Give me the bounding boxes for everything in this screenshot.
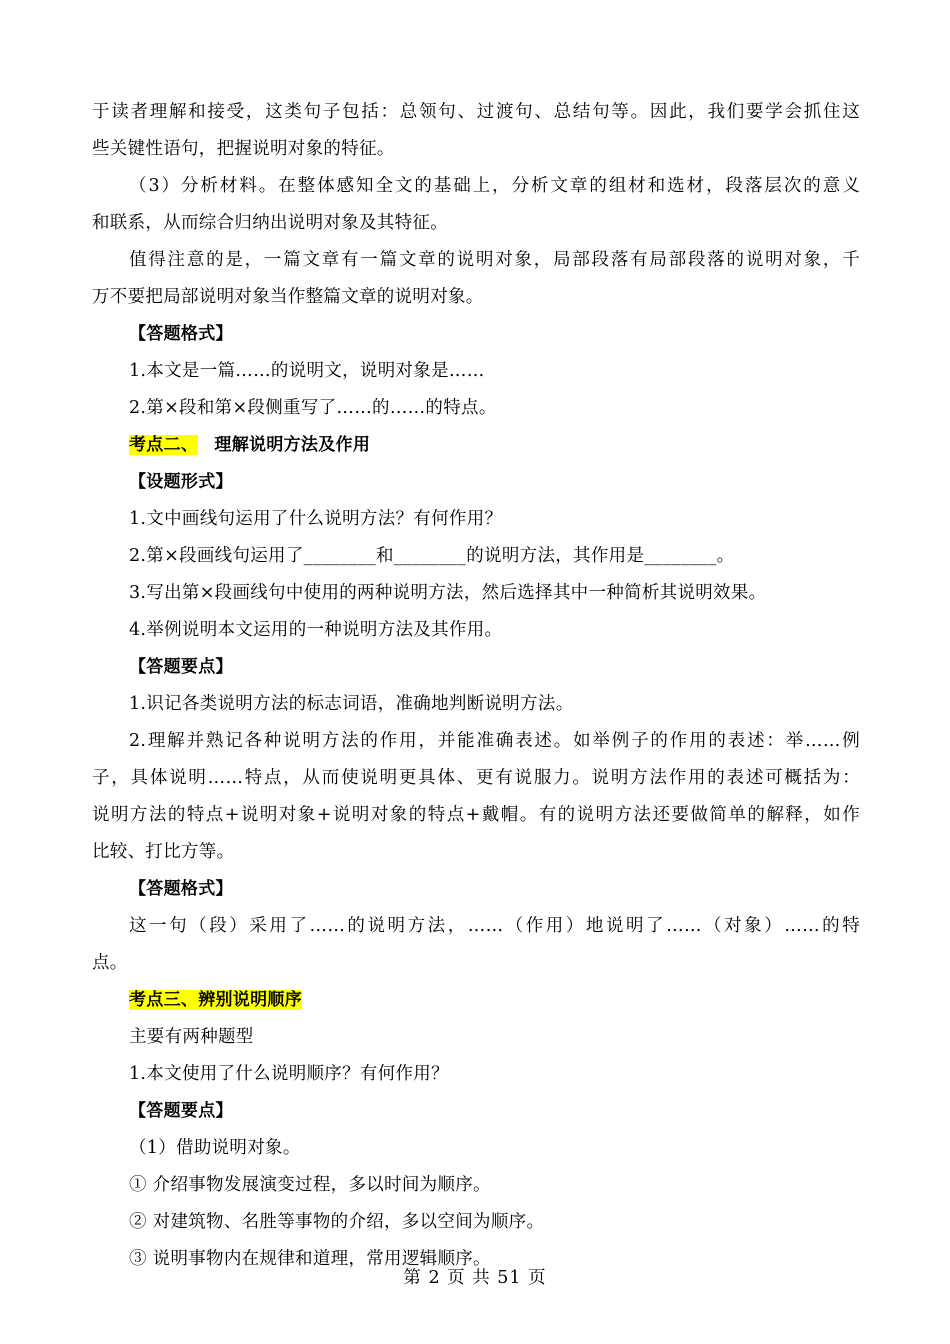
heading-point-three-number: 考点三、 (129, 990, 199, 1010)
list-item: 1.本文使用了什么说明顺序？有何作用？ (129, 1064, 449, 1084)
document-body (92, 94, 860, 1278)
heading-point-two-number: 考点二、 (129, 435, 199, 455)
list-item: （1）借助说明对象。 (129, 1138, 301, 1158)
list-item: 1.本文是一篇……的说明文，说明对象是…… (129, 361, 485, 381)
paragraph-line: 说明方法的特点+说明对象+说明对象的特点+戴帽。有的说明方法还要做简单的解释，如作 (92, 805, 860, 825)
page-number: 第 2 页 共 51 页 (403, 1268, 547, 1288)
heading-point-three (92, 982, 860, 1019)
paragraph-line: （3）分析材料。在整体感知全文的基础上，分析文章的组材和选材，段落层次的意义 (129, 176, 860, 196)
list-item: ② 对建筑物、名胜等事物的介绍，多以空间为顺序。 (129, 1212, 545, 1232)
heading-point-two (92, 427, 860, 464)
list-item: 3.写出第×段画线句中使用的两种说明方法，然后选择其中一种简析其说明效果。 (129, 583, 767, 603)
section-label-answer-format: 【答题格式】 (129, 324, 233, 344)
paragraph-line: 主要有两种题型 (129, 1027, 254, 1047)
paragraph-line: 比较、打比方等。 (92, 842, 235, 862)
paragraph-line: 点。 (92, 953, 128, 973)
list-item: 1.识记各类说明方法的标志词语，准确地判断说明方法。 (129, 694, 574, 714)
list-item: 2.第×段画线句运用了________和________的说明方法，其作用是________。 (129, 546, 735, 566)
list-item: ① 介绍事物发展演变过程，多以时间为顺序。 (129, 1175, 491, 1195)
list-item: ③ 说明事物内在规律和道理，常用逻辑顺序。 (129, 1249, 491, 1269)
paragraph-line: 些关键性语句，把握说明对象的特征。 (92, 139, 395, 159)
paragraph-line: 2.理解并熟记各种说明方法的作用，并能准确表述。如举例子的作用的表述：举……例 (129, 731, 860, 751)
list-item: 4.举例说明本文运用的一种说明方法及其作用。 (129, 620, 503, 640)
list-item: 1.文中画线句运用了什么说明方法？有何作用？ (129, 509, 503, 529)
section-label-answer-format: 【答题格式】 (129, 879, 233, 899)
heading-point-three-title: 辨别说明顺序 (198, 990, 303, 1010)
section-label-answer-points: 【答题要点】 (129, 1101, 233, 1121)
paragraph-line: 值得注意的是，一篇文章有一篇文章的说明对象，局部段落有局部段落的说明对象，千 (129, 250, 860, 270)
paragraph-line: 万不要把局部说明对象当作整篇文章的说明对象。 (92, 287, 484, 307)
paragraph-line: 和联系，从而综合归纳出说明对象及其特征。 (92, 213, 448, 233)
heading-point-two-title: 理解说明方法及作用 (214, 435, 371, 455)
section-label-question-form: 【设题形式】 (129, 472, 233, 492)
list-item: 2.第×段和第×段侧重写了……的……的特点。 (129, 398, 497, 418)
paragraph-line: 这一句（段）采用了……的说明方法，……（作用）地说明了……（对象）……的特 (129, 916, 860, 936)
paragraph-line: 于读者理解和接受，这类句子包括：总领句、过渡句、总结句等。因此，我们要学会抓住这 (92, 102, 860, 122)
section-label-answer-points: 【答题要点】 (129, 657, 233, 677)
paragraph-line: 子，具体说明……特点，从而使说明更具体、更有说服力。说明方法作用的表述可概括为： (92, 768, 860, 788)
